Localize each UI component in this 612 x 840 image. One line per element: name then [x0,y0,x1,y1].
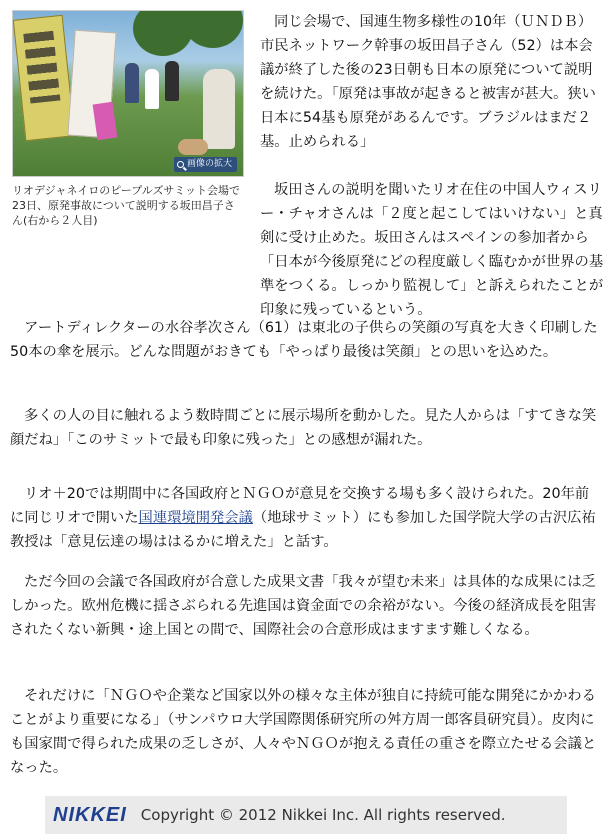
article-paragraph: それだけに「ＮＧＯや企業など国家以外の様々な主体が独自に持続可能な開発にかかわることがより重要になる」（サンパウロ大学国際関係研究所の舛方周一郎客員研究員）。皮肉にも国家間で得られた成果の乏しさが、人々やＮＧＯが抱える責任の重さを際立たせる会議となった。 [10,688,597,776]
tree-shape [183,10,243,48]
person-figure [165,61,179,101]
article-paragraph: アートディレクターの水谷孝次さん（61）は東北の子供らの笑顔の写真を大きく印刷した50本の傘を展示。どんな問題がおきても「やっぱり最後は笑顔」との思いを込めた。 [10,320,598,360]
article-paragraph: リオ＋20では期間中に各国政府とＮＧＯが意見を交換する場も多く設けられた。20年前に同じリオで開いた国連環境開発会議（地球サミット）にも参加した国学院大学の古沢広祐教授は「意見伝達の場ははるかに増えた」と話す。 [10,486,596,550]
article-photo[interactable] [12,10,244,177]
copyright-text: Copyright © 2012 Nikkei Inc. All rights reserved. [140,806,506,824]
pink-cloth [93,102,118,140]
article-paragraph: 同じ会場で、国連生物多様性の10年（ＵＮＤＢ）市民ネットワーク幹事の坂田昌子さん（52）は本会議が終了した後の23日朝も日本の原発について説明を続けた。「原発は事故が起きると被害が甚大。狭い日本に54基も原発があるんです。ブラジルはまだ２基。止められる」 [260,14,596,150]
protest-banner [13,15,75,142]
magnifier-icon [177,161,184,168]
photo-block [12,10,244,228]
zoom-image-button[interactable] [174,157,237,172]
article-paragraph: ただ今回の会議で各国政府が合意した成果文書「我々が望む未来」は具体的な成果には乏しかった。欧州危機に揺さぶられる先進国は資金面での余裕がない。今後の経済成長を阻害されたくない新興・途上国との間で、国際社会の合意形成はますます難しくなる。 [10,574,597,638]
copyright-footer [45,796,567,834]
zoom-image-label: 画像の拡大 [186,159,232,169]
dog-figure [178,139,208,155]
un-conference-link[interactable]: 国連環境開発会議 [138,510,253,526]
article-paragraph: 多くの人の目に触れるよう数時間ごとに展示場所を動かした。見た人からは「すてきな笑顔だね」「このサミットで最も印象に残った」との感想が漏れた。 [10,408,597,448]
photo-caption: リオデジャネイロのピープルズサミット会場で23日、原発事故について説明する坂田昌子さん(右から２人目) [12,184,241,227]
person-figure [125,63,139,103]
person-figure [203,69,235,149]
nikkei-logo: NIKKEI [53,803,127,826]
person-figure [145,69,159,109]
article-paragraph: 坂田さんの説明を聞いたリオ在住の中国人ウィスリー・チャオさんは「２度と起こしてはいけない」と真剣に受け止めた。坂田さんはスペインの参加者から「日本が今後原発にどの程度厳しく臨むかが世界の基準をつくる。しっかり監視して」と訴えられたことが印象に残っているという。 [260,182,604,318]
